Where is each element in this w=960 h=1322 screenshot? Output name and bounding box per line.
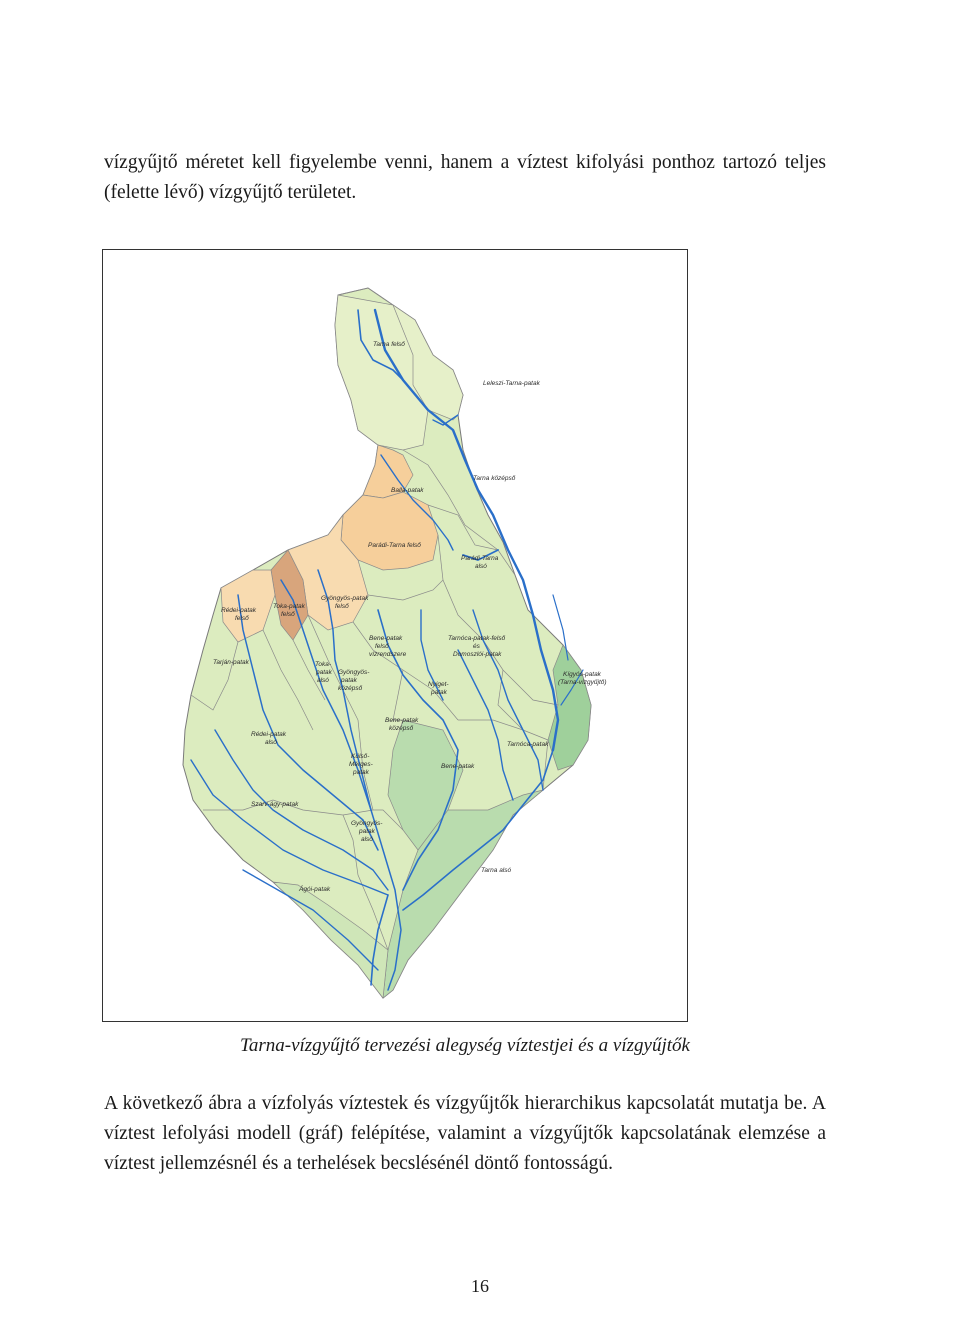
label-kulso-2: Mérges- [349,761,373,768]
label-gyongyos-also-3: alsó [361,836,373,843]
label-tarjan: Tarján-patak [213,659,249,666]
label-bene-felso-3: vízrendszere [369,651,407,658]
label-gyongyos-also-1: Gyöngyös- [351,820,383,827]
label-toka-also-3: alsó [317,677,329,684]
label-kulso-3: patak [353,769,369,776]
label-agoi: Ágói-patak [299,886,331,893]
label-bene-felso-2: felső [375,643,389,650]
label-leleszi: Leleszi-Tarna-patak [483,380,540,387]
label-paradi-also-1: Parádi-Tarna [461,555,499,562]
label-bene-kozepso-2: középső [389,725,414,732]
label-bene-felso-1: Bene-patak [369,635,403,642]
label-tarnoca-felso-2: és [473,643,480,650]
tarna-catchment-map [103,250,689,1023]
label-gyongyos-kozepso-3: középső [338,685,363,692]
figure-caption: Tarna-vízgyűjtő tervezési alegység víztestjei és a vízgyűjtők [240,1035,690,1056]
label-redei-also-1: Rédei-patak [251,731,287,738]
label-redei-also-2: alsó [265,739,277,746]
label-toka-also-2: patak [316,669,332,676]
label-bene: Bene-patak [441,763,475,770]
label-gyongyos-also-2: patak [359,828,375,835]
label-paradi-felso: Parádi-Tarna felső [368,542,421,549]
label-kulso-1: Külső- [351,753,370,760]
label-kigyos-1: Kígyós-patak [563,671,601,678]
label-tarna-felso: Tarna felső [373,341,405,348]
label-redei-felso-2: felső [235,615,249,622]
label-tarna-also: Tarna alsó [481,867,512,874]
page-number: 16 [471,1276,489,1296]
label-gyongyos-kozepso-1: Gyöngyös- [338,669,370,676]
label-toka-also-1: Toka- [315,661,332,668]
label-kigyos-2: (Tarna-vízgyűjtő) [558,679,607,686]
label-gyongyos-felso-2: felső [335,603,349,610]
map-figure-frame [102,249,688,1022]
label-szarv: Szarv-ágy-patak [251,801,299,808]
label-paradi-also-2: alsó [475,563,487,570]
label-bene-kozepso-1: Bene-patak [385,717,419,724]
label-nyiget-2: patak [431,689,447,696]
label-tarnoca-felso-1: Tarnóca-patak-felső [448,635,506,642]
label-tarna-kozepso: Tarna középső [473,475,516,482]
label-gyongyos-felso-1: Gyöngyös-patak [321,595,369,602]
label-balla: Balla-patak [391,487,424,494]
label-tarnoca-felso-3: Domoszlói-patak [453,651,502,658]
label-toka-felso-2: felső [281,611,295,618]
label-nyiget-1: Nyiget- [428,681,449,688]
label-redei-felso-1: Rédei-patak [221,607,257,614]
label-gyongyos-kozepso-2: patak [341,677,357,684]
label-toka-felso-1: Toka-patak [273,603,305,610]
body-paragraph: A következő ábra a vízfolyás víztestek és vízgyűjtők hierarchikus kapcsolatát mutatja be. A víztest lefolyási modell (gráf) felépítése, valamint a vízgyűjtők kapcsolatának elemzése a víztest jellemzésnél és a terhelések becslésénél döntő fontosságú. [104,1093,826,1174]
label-tarnoca: Tarnóca-patak [507,741,549,748]
intro-paragraph: vízgyűjtő méretet kell figyelembe venni, hanem a víztest kifolyási ponthoz tartozó teljes (felette lévő) vízgyűjtő területet. [104,152,826,203]
